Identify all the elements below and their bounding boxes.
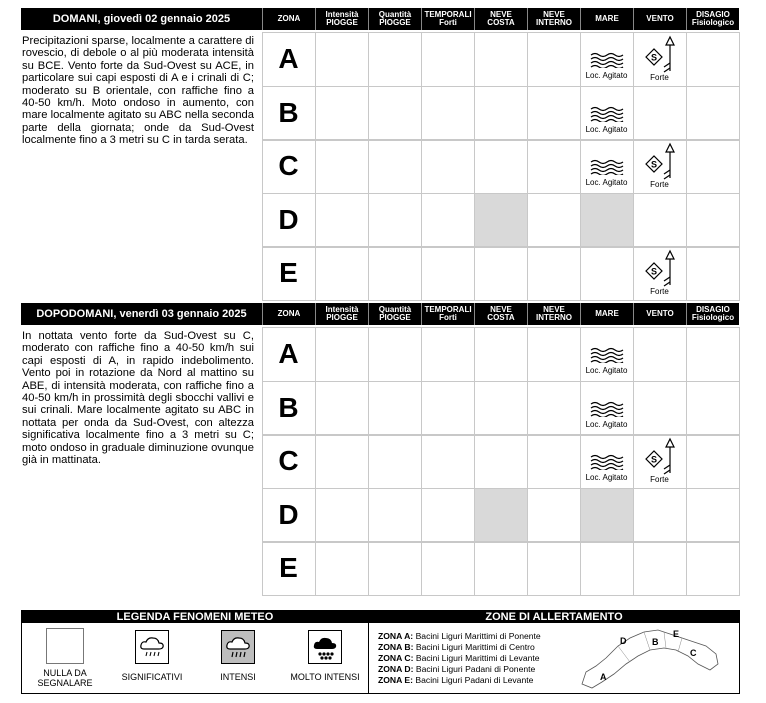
column-header: Quantità PIOGGE (368, 8, 421, 30)
grid-cell (686, 86, 740, 141)
grid-cell (527, 488, 581, 543)
zone-legend-item (378, 631, 588, 642)
grid-cell (686, 139, 740, 194)
liguria-map (578, 624, 723, 692)
grid-cell (474, 381, 528, 436)
grid-cell (633, 193, 687, 248)
column-header: ZONA (262, 303, 315, 325)
legend-item-very-intense (284, 630, 366, 686)
wind-arrow-icon (642, 437, 678, 475)
cloud-rain-light-icon (135, 630, 169, 664)
grid-cell (421, 193, 475, 248)
sea-state-label: Loc. Agitato (585, 473, 628, 482)
grid-cell (315, 434, 369, 489)
grid-cell (686, 541, 740, 596)
grid-cell (527, 139, 581, 194)
wave-icon (589, 52, 625, 68)
grid-cell (368, 86, 422, 141)
column-header: MARE (580, 303, 633, 325)
zone-label: A (278, 338, 299, 369)
grid-cell (368, 193, 422, 248)
zone-label: E (279, 257, 298, 288)
grid-cell (368, 32, 422, 87)
grid-cell (633, 541, 687, 596)
grid-cell (633, 488, 687, 543)
grid-cell (474, 32, 528, 87)
zone-label: C (278, 150, 299, 181)
grid-cell (686, 381, 740, 436)
wave-icon (589, 106, 625, 122)
cloud-rain-heavy-icon (308, 630, 342, 664)
grid-cell (633, 86, 687, 141)
zone-label: B (278, 97, 299, 128)
sea-state-label: Loc. Agitato (585, 71, 628, 80)
wind-state-label: Forte (650, 180, 669, 189)
grid-cell (421, 327, 475, 382)
grid-cell (686, 488, 740, 543)
column-header: ZONA (262, 8, 315, 30)
column-header: TEMPORALI Forti (421, 303, 474, 325)
sea-state (580, 86, 633, 134)
wind-state (633, 434, 686, 484)
map-label-a: A (600, 672, 607, 682)
column-header: NEVE COSTA (474, 303, 527, 325)
grid-cell (421, 381, 475, 436)
zone-legend-item (378, 675, 588, 686)
zone-key: ZONA E: (378, 675, 414, 685)
sea-state (580, 139, 633, 187)
zone-label: A (278, 43, 299, 74)
wind-state-label: Forte (650, 73, 669, 82)
grid-cell (368, 246, 422, 301)
grid-cell (474, 86, 528, 141)
column-header: MARE (580, 8, 633, 30)
grid-cell (315, 327, 369, 382)
grid-cell (527, 434, 581, 489)
sea-state (580, 32, 633, 80)
grid-cell (368, 381, 422, 436)
zone-key: ZONA D: (378, 664, 414, 674)
zone-key: ZONA A: (378, 631, 414, 641)
sea-state (580, 381, 633, 429)
zone-label: D (278, 204, 299, 235)
day2-title: DOPODOMANI, venerdì 03 gennaio 2025 (21, 303, 262, 325)
legend-label: MOLTO INTENSI (290, 672, 360, 682)
zone-desc: Bacini Liguri Marittimi di Levante (415, 653, 540, 663)
grid-cell (527, 327, 581, 382)
grid-cell (686, 434, 740, 489)
grid-cell (315, 246, 369, 301)
column-header: NEVE COSTA (474, 8, 527, 30)
day2-description: In nottata vento forte da Sud-Ovest su C, moderato con raffiche fino a 40-50 km/h sui capi esposti di A, in rapido indebolimento. Vento poi in rotazione da Nord al mattino su ABE, di intensità moderata, con raffiche fino a 40-50 km/h in prossimità degli sbocchi vallivi e sui crinali. Mare localmente agitato su ABC in nottata per onda da Sud-Ovest, con altezza significativa localmente fino a 3 metri su C; moto ondoso in graduale diminuzione ovunque già in mattinata. (22, 330, 254, 467)
zone-desc: Bacini Liguri Padani di Ponente (415, 664, 536, 674)
legend-label: NULLA DA SEGNALARE (37, 668, 93, 688)
grid-cell (368, 488, 422, 543)
wind-arrow-icon (642, 35, 678, 73)
zone-key: ZONA B: (378, 642, 414, 652)
empty-box-icon (46, 628, 84, 664)
sea-state-label: Loc. Agitato (585, 178, 628, 187)
zone-desc: Bacini Liguri Padani di Levante (415, 675, 534, 685)
grid-cell (368, 139, 422, 194)
sea-state-label: Loc. Agitato (585, 420, 628, 429)
sea-state (580, 327, 633, 375)
wind-state (633, 139, 686, 189)
zone-label: B (278, 392, 299, 423)
legend-title: LEGENDA FENOMENI METEO (22, 611, 368, 623)
grid-cell (474, 327, 528, 382)
grid-cell (474, 193, 528, 248)
grid-cell (633, 327, 687, 382)
legend-label: INTENSI (220, 672, 256, 682)
grid-cell (527, 193, 581, 248)
grid-cell (315, 488, 369, 543)
grid-cell (315, 541, 369, 596)
grid-cell (474, 541, 528, 596)
sea-state-label: Loc. Agitato (585, 366, 628, 375)
grid-cell (421, 86, 475, 141)
legend-divider (368, 611, 369, 693)
zone-legend-item (378, 653, 588, 664)
svg-text:S: S (650, 159, 657, 170)
legend-item-significant (112, 630, 192, 686)
wave-icon (589, 347, 625, 363)
map-label-c: C (690, 648, 697, 658)
map-label-e: E (673, 629, 680, 639)
grid-cell (580, 541, 634, 596)
svg-text:S: S (650, 266, 657, 277)
legend-label: SIGNIFICATIVI (121, 672, 183, 682)
grid-cell (474, 139, 528, 194)
wave-icon (589, 454, 625, 470)
grid-cell (686, 193, 740, 248)
zone-desc: Bacini Liguri Marittimi di Centro (415, 642, 535, 652)
grid-cell (368, 541, 422, 596)
zones-list (378, 631, 588, 686)
grid-cell (421, 32, 475, 87)
column-header: Intensità PIOGGE (315, 8, 368, 30)
grid-cell (686, 246, 740, 301)
wind-state-label: Forte (650, 287, 669, 296)
grid-cell (315, 32, 369, 87)
day1-title: DOMANI, giovedì 02 gennaio 2025 (21, 8, 262, 30)
grid-cell (686, 32, 740, 87)
zone-desc: Bacini Liguri Marittimi di Ponente (415, 631, 541, 641)
grid-cell (315, 193, 369, 248)
svg-text:S: S (650, 454, 657, 465)
zone-label: D (278, 499, 299, 530)
grid-cell (527, 381, 581, 436)
svg-text:S: S (650, 52, 657, 63)
grid-cell (315, 139, 369, 194)
column-header: DISAGIO Fisiologico (686, 303, 739, 325)
grid-cell (368, 434, 422, 489)
wind-state (633, 246, 686, 296)
legend-item-none (30, 626, 100, 690)
day1-description: Precipitazioni sparse, localmente a carattere di rovescio, di debole o al più moderata intensità su BCE. Vento forte da Sud-Ovest su ACE, in particolare sui capi esposti di A e i crinali di C; moderato su B orientale, con raffiche fino a 40-50 km/h. Moto ondoso in aumento, con mare localmente agitato su ABC nella seconda parte della giornata; onde da Sud-Ovest localmente fino a 3 metri su C in tarda serata. (22, 35, 254, 147)
column-header: VENTO (633, 8, 686, 30)
grid-cell (527, 32, 581, 87)
zone-legend-item (378, 642, 588, 653)
grid-cell (580, 246, 634, 301)
legend-item-intense (198, 630, 278, 686)
wind-arrow-icon (642, 249, 678, 287)
grid-cell (368, 327, 422, 382)
grid-cell (474, 488, 528, 543)
grid-cell (421, 541, 475, 596)
column-header: NEVE INTERNO (527, 8, 580, 30)
grid-cell (580, 193, 634, 248)
zone-key: ZONA C: (378, 653, 414, 663)
column-header: Intensità PIOGGE (315, 303, 368, 325)
wind-state (633, 32, 686, 82)
grid-cell (315, 86, 369, 141)
grid-cell (421, 488, 475, 543)
zone-label: C (278, 445, 299, 476)
grid-cell (527, 541, 581, 596)
wave-icon (589, 401, 625, 417)
sea-state (580, 434, 633, 482)
sea-state-label: Loc. Agitato (585, 125, 628, 134)
wave-icon (589, 159, 625, 175)
grid-cell (527, 86, 581, 141)
column-header: NEVE INTERNO (527, 303, 580, 325)
grid-cell (315, 381, 369, 436)
grid-cell (421, 434, 475, 489)
grid-cell (527, 246, 581, 301)
grid-cell (580, 488, 634, 543)
wind-state-label: Forte (650, 475, 669, 484)
zones-legend-title: ZONE DI ALLERTAMENTO (369, 611, 739, 623)
map-label-b: B (652, 637, 659, 647)
zone-label: E (279, 552, 298, 583)
cloud-rain-medium-icon (221, 630, 255, 664)
column-header: DISAGIO Fisiologico (686, 8, 739, 30)
map-label-d: D (620, 636, 627, 646)
column-header: VENTO (633, 303, 686, 325)
grid-cell (633, 381, 687, 436)
grid-cell (421, 246, 475, 301)
zone-legend-item (378, 664, 588, 675)
column-header: TEMPORALI Forti (421, 8, 474, 30)
grid-cell (421, 139, 475, 194)
column-header: Quantità PIOGGE (368, 303, 421, 325)
grid-cell (686, 327, 740, 382)
grid-cell (474, 434, 528, 489)
wind-arrow-icon (642, 142, 678, 180)
grid-cell (474, 246, 528, 301)
